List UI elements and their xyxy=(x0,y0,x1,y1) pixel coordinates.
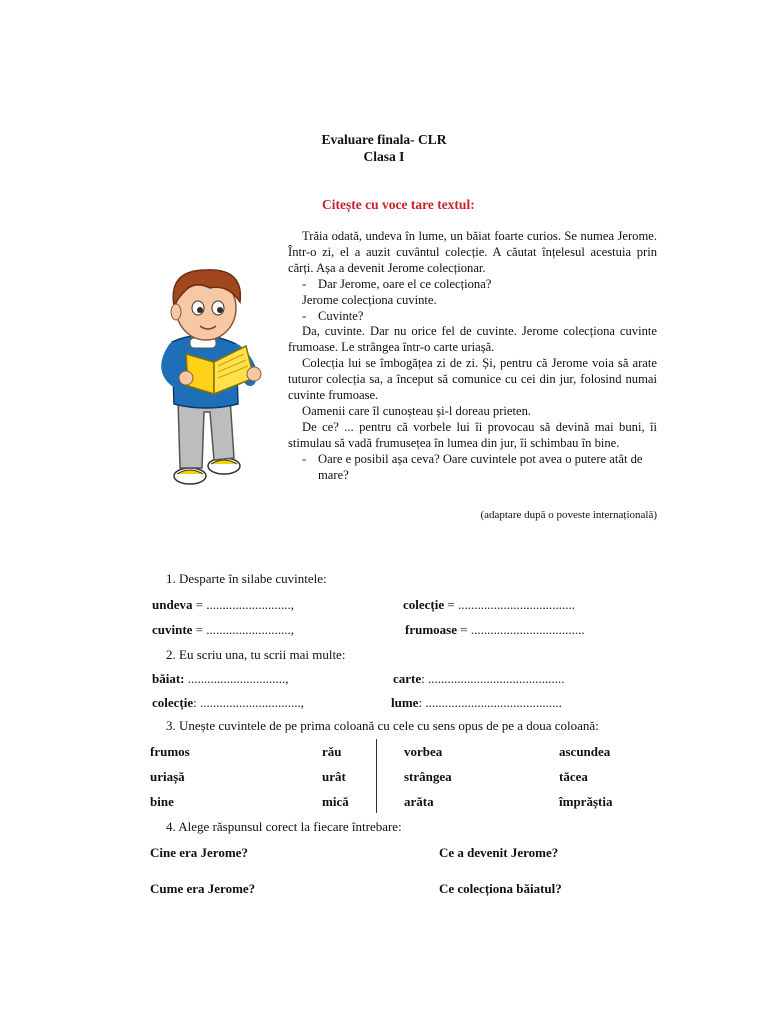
story-dialogue-text: Cuvinte? xyxy=(318,308,364,323)
word: carte xyxy=(393,671,422,686)
exercise-2-item xyxy=(393,671,565,687)
exercise-1-item xyxy=(152,622,294,638)
answer-blank[interactable]: : ..............................., xyxy=(193,695,305,710)
story-text xyxy=(288,229,657,484)
story-paragraph: Jerome colecționa cuvinte. xyxy=(302,292,437,307)
story-dialogue-text: Dar Jerome, oare el ce colecționa? xyxy=(318,276,492,291)
story-paragraph: Colecția lui se îmbogățea zi de zi. Și, pentru că Jerome voia să arate tuturor colecția sa, a început să comunice cu cei din jur, folosind numai cuvinte frumoase. xyxy=(288,356,657,403)
question: Cine era Jerome? xyxy=(150,845,248,860)
dialogue-dash: - xyxy=(302,451,307,466)
answer-blank[interactable]: = .........................., xyxy=(192,622,295,637)
answer-blank[interactable]: = .................................... xyxy=(444,597,575,612)
boy-reading-book-illustration xyxy=(150,262,270,502)
word: băiat: xyxy=(152,671,185,686)
match-word[interactable]: ascundea xyxy=(559,744,611,759)
match-word[interactable]: bine xyxy=(150,794,174,809)
exercise-1-item xyxy=(405,622,585,638)
story-dialogue-text: Oare e posibil așa ceva? Oare cuvintele pot avea o putere atât de mare? xyxy=(318,451,643,482)
answer-blank[interactable]: : .......................................... xyxy=(418,695,562,710)
column-divider xyxy=(376,739,377,813)
match-word[interactable]: urât xyxy=(322,769,346,784)
answer-blank[interactable]: = ................................... xyxy=(457,622,585,637)
dialogue-dash: - xyxy=(302,276,307,291)
word: colecție xyxy=(152,695,194,710)
story-source: (adaptare după o poveste internațională) xyxy=(480,509,657,521)
reading-instruction: Citește cu voce tare textul: xyxy=(322,197,475,212)
story-paragraph: Oamenii care îl cunoșteau și-l doreau prieten. xyxy=(302,403,532,418)
word: undeva xyxy=(152,597,193,612)
match-word[interactable]: vorbea xyxy=(404,744,443,759)
story-paragraph: Da, cuvinte. Dar nu orice fel de cuvinte. Jerome colecționa cuvinte frumoase. Le strângea într-o carte uriașă. xyxy=(288,324,657,355)
story-paragraph: De ce? ... pentru că vorbele lui îi provocau să devină mai buni, îi stimulau să vadă frumusețea în lumea din jur, îi schimbau în bine. xyxy=(288,419,657,450)
exercise-2-item xyxy=(152,671,289,687)
match-word[interactable]: împrăștia xyxy=(559,794,613,809)
story-dialogue-line xyxy=(288,309,657,325)
match-word[interactable]: arăta xyxy=(404,794,434,809)
word: colecție xyxy=(403,597,445,612)
question: Ce a devenit Jerome? xyxy=(439,845,559,860)
exercise-2-heading: 2. Eu scriu una, tu scrii mai multe: xyxy=(166,647,346,662)
exercise-1-heading: 1. Desparte în silabe cuvintele: xyxy=(166,571,327,586)
match-word[interactable]: frumos xyxy=(150,744,190,759)
story-dialogue-line xyxy=(288,277,657,293)
question: Cume era Jerome? xyxy=(150,881,256,896)
page-subtitle: Clasa I xyxy=(363,149,405,164)
answer-blank[interactable]: .............................., xyxy=(184,671,289,686)
story-dialogue-line xyxy=(288,452,657,484)
exercise-1-item xyxy=(403,597,575,613)
match-word[interactable]: tăcea xyxy=(559,769,588,784)
word: frumoase xyxy=(405,622,457,637)
match-word[interactable]: uriașă xyxy=(150,769,185,784)
answer-blank[interactable]: = .........................., xyxy=(192,597,295,612)
exercise-2-item xyxy=(391,695,562,711)
answer-blank[interactable]: : .......................................... xyxy=(421,671,565,686)
exercise-1-item xyxy=(152,597,294,613)
match-word[interactable]: mică xyxy=(322,794,349,809)
exercise-3-heading: 3. Unește cuvintele de pe prima coloană cu cele cu sens opus de pe a doua coloană: xyxy=(166,718,599,733)
match-word[interactable]: rău xyxy=(322,744,342,759)
word: lume xyxy=(391,695,419,710)
page-title: Evaluare finala- CLR xyxy=(321,132,447,147)
exercise-4-heading: 4. Alege răspunsul corect la fiecare întrebare: xyxy=(166,819,402,834)
question: Ce colecționa băiatul? xyxy=(439,881,562,896)
word: cuvinte xyxy=(152,622,193,637)
story-paragraph: Trăia odată, undeva în lume, un băiat foarte curios. Se numea Jerome. Într-o zi, el a auzit cuvântul colecție. A căutat înțelesul acestuia prin cărți. Așa a devenit Jerome colecționar. xyxy=(288,229,657,275)
match-word[interactable]: strângea xyxy=(404,769,452,784)
exercise-2-item xyxy=(152,695,304,711)
dialogue-dash: - xyxy=(302,308,307,323)
